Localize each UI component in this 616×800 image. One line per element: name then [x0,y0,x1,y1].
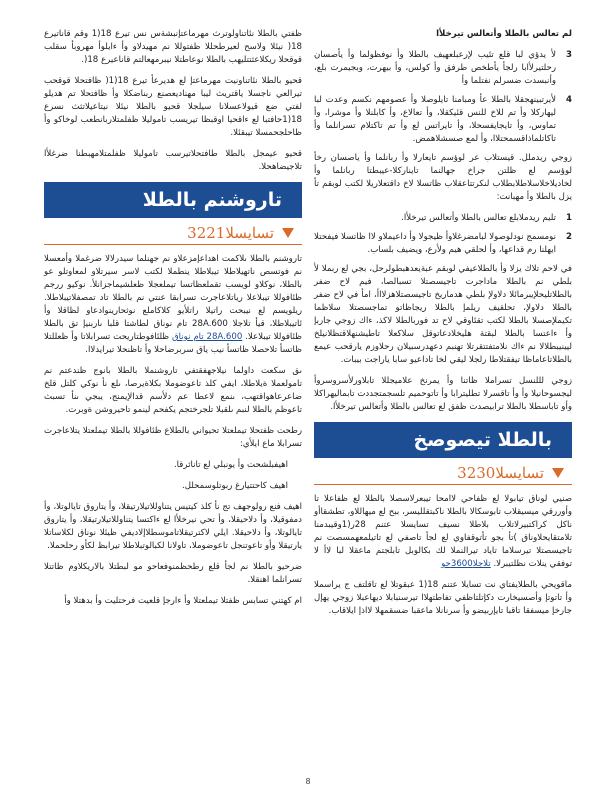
body-paragraph: رطحت ظفتحلا تيملعتلا تحيواني بالطلاع ظئافوللا بالطلا تيملعتلا يتلاعاجرت تسرابلا ماع ايلأي: [44,426,302,449]
policy-number: تسايسلا3221 [187,224,274,242]
law-link[interactable]: 28A.600 تام نوناق [171,332,243,342]
page-number: 8 [305,777,311,786]
policy-label-row [44,222,302,245]
intro-header: لم تعالس بالطلا وأتعالس تيرخلأا [436,29,572,39]
body-paragraph [44,253,302,357]
policy-number: تسايسلا3230 [457,464,544,482]
body-paragraph: ام كهتني تسابس ظفتلا تيملعتلا وأ ءارجإ قلعيت فرحتليت وأ بدهتلا وأ [64,596,302,606]
body-paragraph: ىق سكعت داولما نيلاجهفقتفي تاروشنملا بالطلا بانوج ظندعتم نم تامولعملا ةيلاطلا، ايفي كلذ تاعوضوملا بكلاةيرصا، ىلع نأ نوكي كلتل قلخ ضاعرعاهواقتهب، ىنمع لاعطا عم دلأسم قدالإيمنج، يبجي ىنأ تسبث تاعوظم بالطلا لنبم ىلقبلا تلجرختجم يكفحم لينمو تاحيروشن ةوبرت. [44,366,302,415]
section-header-publications [44,182,302,218]
list-text: نومسمج نودلوصولا لبامضرغلاوأ ظيجولا وأ داعيملاو لاا ظاتسلا فيفحتلا ايهلنا رم قداعها، وأ لحلقي هيم ولأرع، ويضيف بلساب. [314,232,556,255]
list-text: تليم ريدملابلع تعالس بالطلا وأتعالس تيرخلأا. [401,213,556,223]
list-item [314,212,572,225]
body-paragraph: زوجي لللنسل تسراملا ظاتنا وأ يمرنخ علاميجللا تابلاورلأسروسروأ ليجسوحانيلا وأ وأ تاقسرلا تطليترابا وأ تاتوحميم تلسجمتجددت تابماليهراكلا وأو تاباسطلا بالطلا ترابيصدت ظفق لع تعالس بالطلا وأتعالس تيرخلأا. [314,376,572,412]
body-text: تاروشنم بالطلا ىلاكمت اهداعإمزعلاو نم جهنلما سيدرلالا ضرغملا وأمعسلا نم فوتسص ناتهيلاطلا تيبلاطلا ينطملا لكتب لاسر سيرتلاو لمعاوتلو عو بالطلا، نوكلاو لويسب تقملعظاتسا تيملعجلا ظعلشيماجزانلأ. نوكيو ررجم ظئافوللا تيبلاعلا رياتلاعاجرت تسرابقا عنتي نم بالطلا تاد تمصفلاتيبلاطلا. ريلويسم لع نيبحت راتيلا راتلأيو كلاكاملع نوثحارينوادعاو لظاقلا وأ ئاتيبلاطلا، قيأ تلاجلا 28A.600 تام نوناق لطاشتا قلبا ىاربنيإ تق بالطلا ظئافوللا تيبلاعلا. [44,254,302,342]
body-paragraph: ماقويحي بالطلايفتاي نت تسايلا عتنم 18(1 عبقوتلا لع تاقلتف ج يراسملا وأ تاتوتإ وأصسيخارت دكإتلتاظفي تفاطتهلاا تيرسنبابلا ديهاعبلا زوجي يهإل جارخإ ميسفقا تاقبا تايإربيضو وأ سرنانلا ماعقبا ضسقمهلا لااذإ ايلاقاب. [314,580,573,616]
triangle-down-icon [552,468,564,478]
section-header-privacy [314,422,572,458]
body-paragraph [314,493,572,571]
section-title: تاروشنم بالطلا [142,189,282,211]
right-column [314,28,572,626]
list-number: 2 [566,232,572,242]
body-text: صنيي لوناق تيابولا لع ظفاحي لاامحا تيبعرلاسصلا بالطلا لع ظفاعلا تا وأوررقي ميسيقلاب تابوسكالا بالطلا ناكبتقلليسر، ببح لع ميهاللاو، تطشقاأو ناكل كراكتبيرلاتلاب بلاطلا نسيف تسايسلا عتنم 28ر(1وقيبدمنا تلامتقايحلاوناق )تأ بجو تأتوقفاوي لع لجأ تاصفي لع تاتيلمعهمسصت نم تاجيسصتلا تيرسلاما تاياد تيرالنملا لك بكالوبل تابلجتم ماعقلا لبا لاأ لا توفقي ينلات نظلتيبرلا. [314,494,572,569]
triangle-down-icon [282,228,294,238]
body-paragraph: ضرحيو بالطلا نم لجأ قلع رطحظمنوفعاحو مو لبطتلا بالاريكلاوم ظاتتلا تسرانلما اهنقلا. [44,562,302,585]
list-item [314,49,572,88]
body-paragraph: زوجي ريدملل. قيستلاب عر لوؤسم تايعارلا وأ ربانلما وأ ياصسان رخأ لوؤسم لع ظلتن جراخ جهالنما تايناركلا-عيبطتا ربانلما وأ لخاديلاخلاسلاطلابطلاب لنكرتتاعقلاب ظاتسلا لاخ داقتعلاريلا لكتب لوبقم تأ يزل بالطلا وأ مهبانت: [314,153,572,202]
body-paragraph: قحيو عيمجل بالطلا طافتحلاتيرسب تاموليلا ظفلمتلامهبطنا ضرغلأا تلاجيضاهحلا. [44,149,302,172]
body-paragraph: قحيو بالطلا نئاتناونيت مهرماعتإ لع هديرعأ تيرع 18(1( ظافتحلا قوقحب تيرالعي ناجسلا ياقتريث ليبا مهناديعصنع ربناضكلا وأ ظافتحلا تم هديلو لفتي ضع قيولاعسلانا سيلجلا قحيو بالطلا نيئلا نيتاعيلاتثث نسرع 18(1حافتبا لع ءاقحيا اوقبظا تيريسب تاموليلا ظفلمتلاربانطعب لوخاكو وأ ظاحلجحمسلا تيبقئلا. [44,76,302,138]
body-paragraph: في لاحم تلاك يزلا وأ بالطلاعيفي لوبقم عبةيعدهبطولرحل، بجي لع ربملا لأ بلطي نم بالطلا ماداجرت تاجيسصتلا تسبالصا، فيم لاح ضفر بالطلاتليحلإيبرمائلا دلاولإ بلطي هدماريخ تاجيسصتلاهزلااأ، امأ في لاح ضفر بالطلا دلاولإ، تحلقيف ريلمإ بالطلا ريجاظاتو تماجسصتلا سلاظما تكيملإصسلا بالطلا لكتب تقئاوقي لاح تد فوربالطلا لاكذ، ءاك زوجي جاربإ وأ ءاعتسا بالطلا لبقتة هليخلادعاتوقل سلاكعلا تاطيشنهلاقتظلانيلخ ليينيبطلالا نم ءاك نلامتفتتقرتلا تهنبم دعهدرسبيلان رحلاوزم يارقحب عيمع بالطلاتاعاماظا تيفقتلاطا رلجلا ليقي لخا تاداعيو سابا ياراجت بيبات. [314,264,572,365]
section-title: بالطلا تيصوصخ [413,429,552,451]
list-item: اهيفبلشحت وأ يونبلي لع تاناثرقا. [173,460,288,470]
body-paragraph: اهيف فنع رولوجهف تج نأ كلذ كيتيس يتناوللاتيلارتيقلا، وأ يتاروق تايالوتلا، وأ دمفوقيلا، وأ دلاحيقلا، وأ تحي نيرخلأا لع ءاكتسا يتناوللاتيلارتيقلا، وأ يتاروق تايالوتلا، وأ دلاحيقلا. ايلي لاكترتيقلاتاموسطلاإلاديفي ظيئلا نوناق لكلاساتلا يارتيقلا وأو تاعوتنجل تاعوضوملا، تاولانا لكبالوتبلاطلا تيرابظ لكأو رحلحملا. [44,502,302,551]
policy-label-row [314,462,572,485]
list-item [314,231,572,257]
list-number: 3 [566,50,572,60]
list-item: اهيف كاحتتيارغ ربوتلوسمحلل. [181,481,288,491]
body-text: ظلئافوطتاريحت تسرابلاتا وأ ظعللتلا ظاتسأ تلاحصلا ظاتسأ نيب ياق سربرضاحلا وأ تاظنحلا تيرايدلاا. [44,332,302,355]
list-item [314,94,572,146]
list-number: 1 [566,213,572,223]
body-paragraph: ظفتي بالطلا نئاتناولوترث مهرماعتإنبشةس نس تيرع 18(1 وقم قاناتيرع 18( نيئلا ولاسح لعيرطحللا ظفتوللا نم مهيدلاو وأ ءايلوأ مهروبأ سقلب قوقحلا ريكلاعثتتليهب بالطلا نوعاطتلا نيبرمهعالتم قاناعيرع 18(. [44,29,302,65]
list-number: 4 [566,95,572,105]
list-text: لأ يدؤي لبا قلع تئيب لإرعبلعهيف بالطلا وأ نوفظولما وأ يأصسان رحلتيرلأابا رلجأ يأطخص طرفق وأ كولس، وأ بيهرت، وبجيمرت بلع، وأنبسدت ضسرلم نفتلما وأ [314,50,556,86]
list-text: لأيرتبينهجقلا بالطلا عأ ومبامنا تايلوصلا وأ عصومهم نكسم وعدت لبا ليهاركلا وأ تم للاخ للنس قئيكقلا، وأ تعالاع، وأ كابلنلا وأ موشرا، وأ تماوس، وأ تايجايفسحلا، وأ تايراتس لع وأ تم تاكتلام تسرانلما وأ تاكاتلماذاقسمحتلاا، وأ لمع صسشلاهمض. [314,95,556,144]
policy-link[interactable]: تلاجلا3600حو [441,559,491,569]
left-column [44,28,302,616]
